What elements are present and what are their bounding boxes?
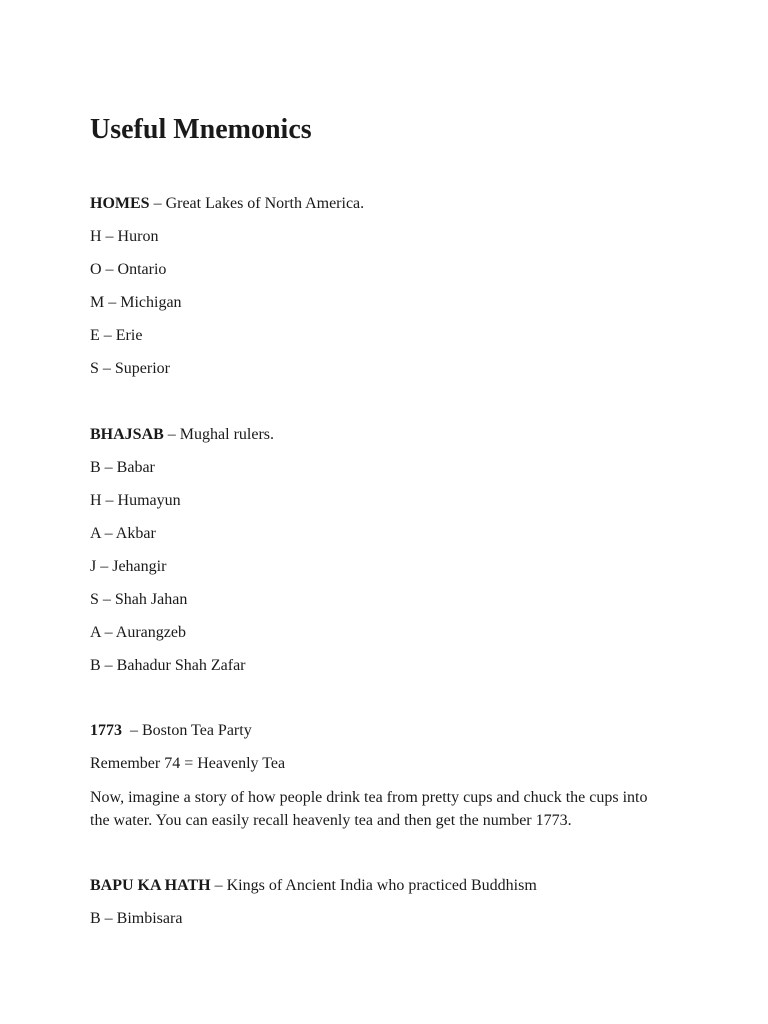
section-heading-bhajsab — [90, 423, 274, 446]
mnemonic-key: BHAJSAB — [90, 426, 164, 443]
mnemonic-description: – Mughal rulers. — [163, 426, 274, 443]
section-heading-bapu-ka-hath — [90, 874, 537, 897]
page-title: Useful Mnemonics — [90, 114, 312, 145]
mnemonic-key: BAPU KA HATH — [90, 877, 211, 894]
list-item: E – Erie — [90, 327, 143, 344]
list-item: A – Aurangzeb — [90, 624, 186, 641]
list-item: M – Michigan — [90, 294, 182, 311]
list-item: S – Shah Jahan — [90, 591, 188, 608]
mnemonic-key: 1773 — [90, 722, 122, 739]
list-item: H – Humayun — [90, 492, 181, 509]
mnemonic-description: – Boston Tea Party — [122, 722, 252, 739]
list-item: B – Bimbisara — [90, 910, 183, 927]
list-item: O – Ontario — [90, 261, 167, 278]
list-item: H – Huron — [90, 228, 159, 245]
list-item: A – Akbar — [90, 525, 156, 542]
list-item: S – Superior — [90, 360, 170, 377]
list-item: B – Bahadur Shah Zafar — [90, 657, 246, 674]
list-item: Remember 74 = Heavenly Tea — [90, 755, 286, 772]
explanation-paragraph: Now, imagine a story of how people drink tea from pretty cups and chuck the cups into the water. You can easily recall heavenly tea and then get the number 1773. — [90, 789, 648, 829]
mnemonic-key: HOMES — [90, 195, 150, 212]
section-heading-1773 — [90, 719, 252, 742]
section-heading-homes — [90, 192, 364, 215]
list-item: B – Babar — [90, 459, 155, 476]
mnemonic-description: – Kings of Ancient India who practiced Buddhism — [210, 877, 537, 894]
mnemonic-description: – Great Lakes of North America. — [149, 195, 365, 212]
list-item: J – Jehangir — [90, 558, 167, 575]
